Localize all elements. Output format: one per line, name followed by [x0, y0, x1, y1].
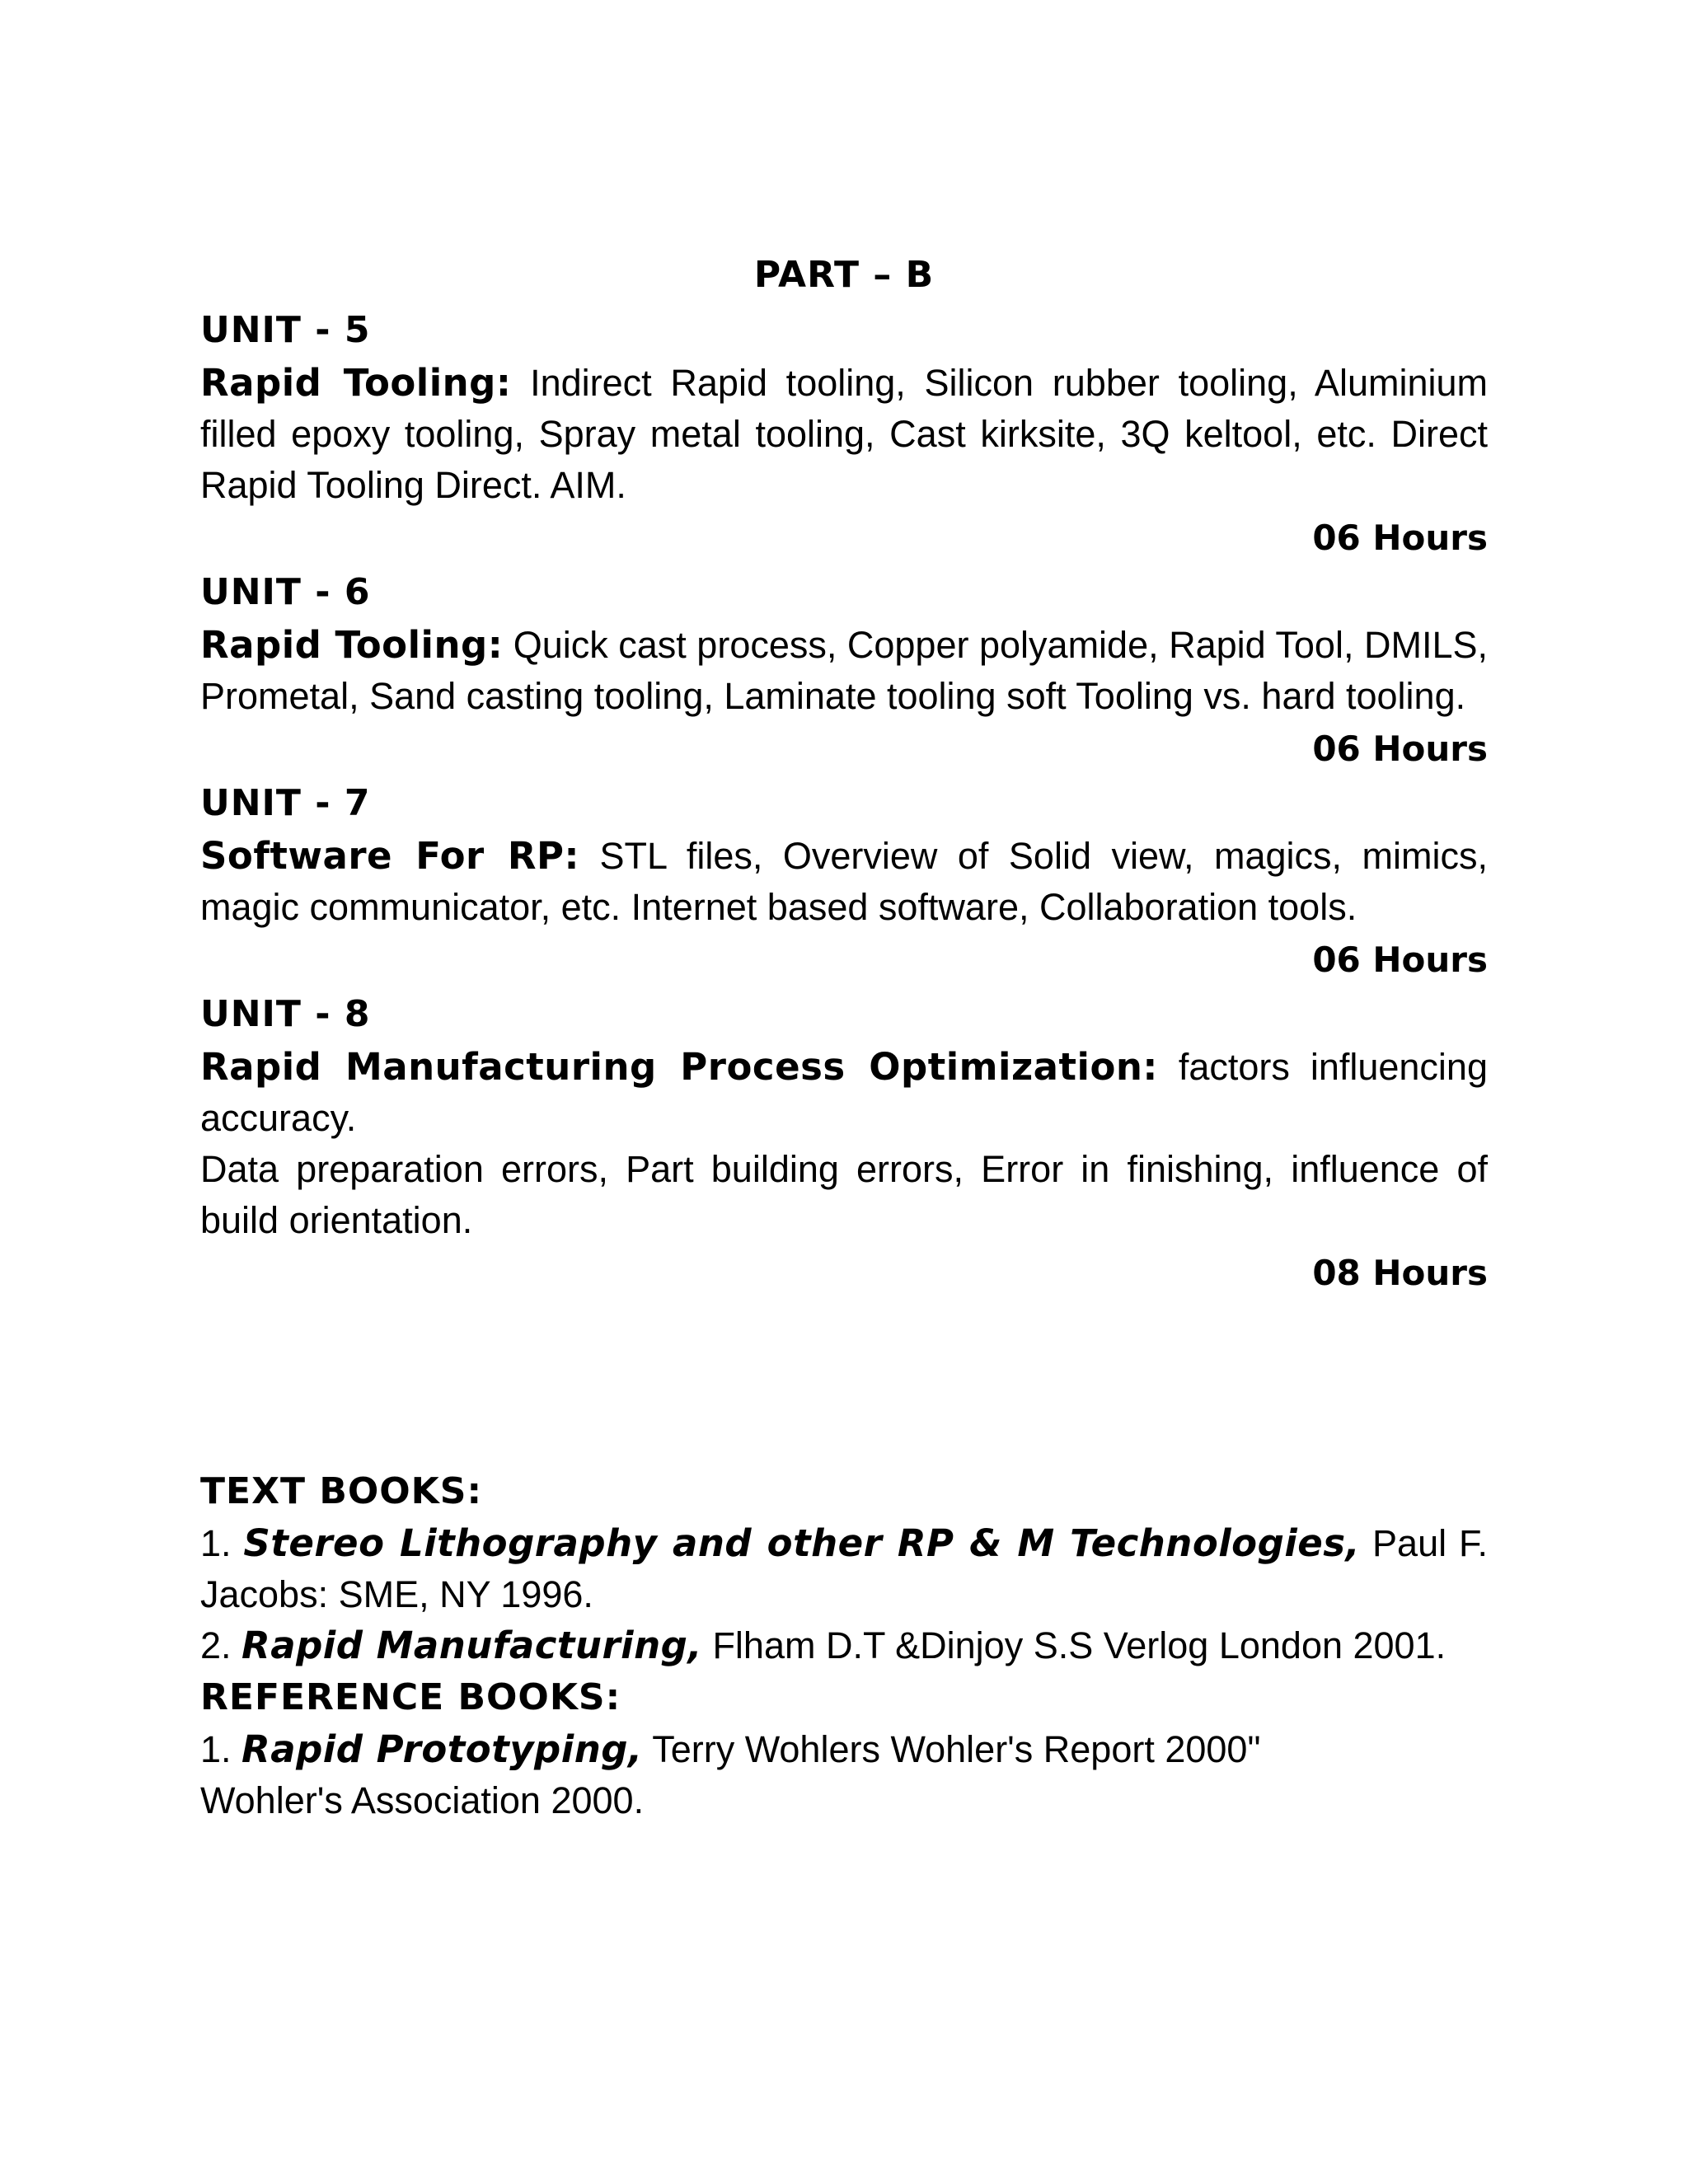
unit-hours: 06 Hours — [1312, 940, 1488, 980]
book-entry — [200, 1518, 1488, 1620]
syllabus-page — [200, 247, 1488, 1826]
part-title: PART – B — [753, 254, 935, 296]
spacer — [200, 1301, 1488, 1465]
unit-section — [200, 565, 1488, 776]
unit-topic: Software For RP: — [200, 834, 580, 878]
unit-section — [200, 776, 1488, 987]
unit-hours: 08 Hours — [1312, 1253, 1488, 1293]
book-entry — [200, 1724, 1354, 1826]
unit-hours: 06 Hours — [1312, 518, 1488, 558]
reference-books-section — [200, 1671, 1488, 1826]
unit-topic: Rapid Tooling: — [200, 361, 512, 405]
book-entry — [200, 1620, 1488, 1671]
unit-heading: UNIT - 8 — [200, 993, 371, 1035]
book-title: Stereo Lithography and other RP & M Technologies, — [243, 1521, 1361, 1565]
unit-text: Quick cast process, Copper polyamide, Rapid Tool, DMILS, Prometal, Sand casting tooling, Laminate tooling soft Tooling vs. hard tooling. — [200, 624, 1488, 717]
unit-description — [200, 831, 1488, 933]
unit-topic: Rapid Tooling: — [200, 623, 504, 667]
text-books-section — [200, 1465, 1488, 1671]
unit-heading: UNIT - 6 — [200, 571, 371, 613]
reference-books-heading: REFERENCE BOOKS: — [200, 1676, 621, 1718]
text-books-heading: TEXT BOOKS: — [200, 1470, 483, 1512]
book-number: 2. — [200, 1624, 242, 1666]
book-details: Flham D.T &Dinjoy S.S Verlog London 2001. — [701, 1624, 1447, 1666]
book-title: Rapid Manufacturing, — [241, 1624, 702, 1667]
unit-section — [200, 987, 1488, 1301]
unit-hours: 06 Hours — [1312, 729, 1488, 769]
book-number: 1. — [200, 1522, 244, 1564]
unit-text: factors influencing accuracy. — [200, 1046, 1488, 1139]
unit-heading: UNIT - 5 — [200, 309, 371, 351]
book-title: Rapid Prototyping, — [241, 1727, 643, 1771]
unit-description-continued: Data preparation errors, Part building errors, Error in finishing, influence of build orientation. — [200, 1148, 1488, 1241]
unit-description — [200, 1042, 1488, 1144]
book-details: Terry Wohlers Wohler's Report 2000" Wohler's Association 2000. — [200, 1728, 1261, 1821]
unit-topic: Rapid Manufacturing Process Optimization: — [200, 1045, 1158, 1089]
unit-section — [200, 303, 1488, 565]
unit-text: STL files, Overview of Solid view, magics, mimics, magic communicator, etc. Internet based software, Collaboration tools. — [200, 835, 1488, 928]
unit-text: Indirect Rapid tooling, Silicon rubber tooling, Aluminium filled epoxy tooling, Spray metal tooling, Cast kirksite, 3Q keltool, etc. Direct Rapid Tooling Direct. AIM. — [200, 362, 1488, 506]
book-number: 1. — [200, 1728, 242, 1770]
book-details: Paul F. Jacobs: SME, NY 1996. — [200, 1522, 1488, 1615]
unit-description — [200, 358, 1488, 511]
unit-description — [200, 620, 1488, 722]
unit-heading: UNIT - 7 — [200, 782, 371, 824]
